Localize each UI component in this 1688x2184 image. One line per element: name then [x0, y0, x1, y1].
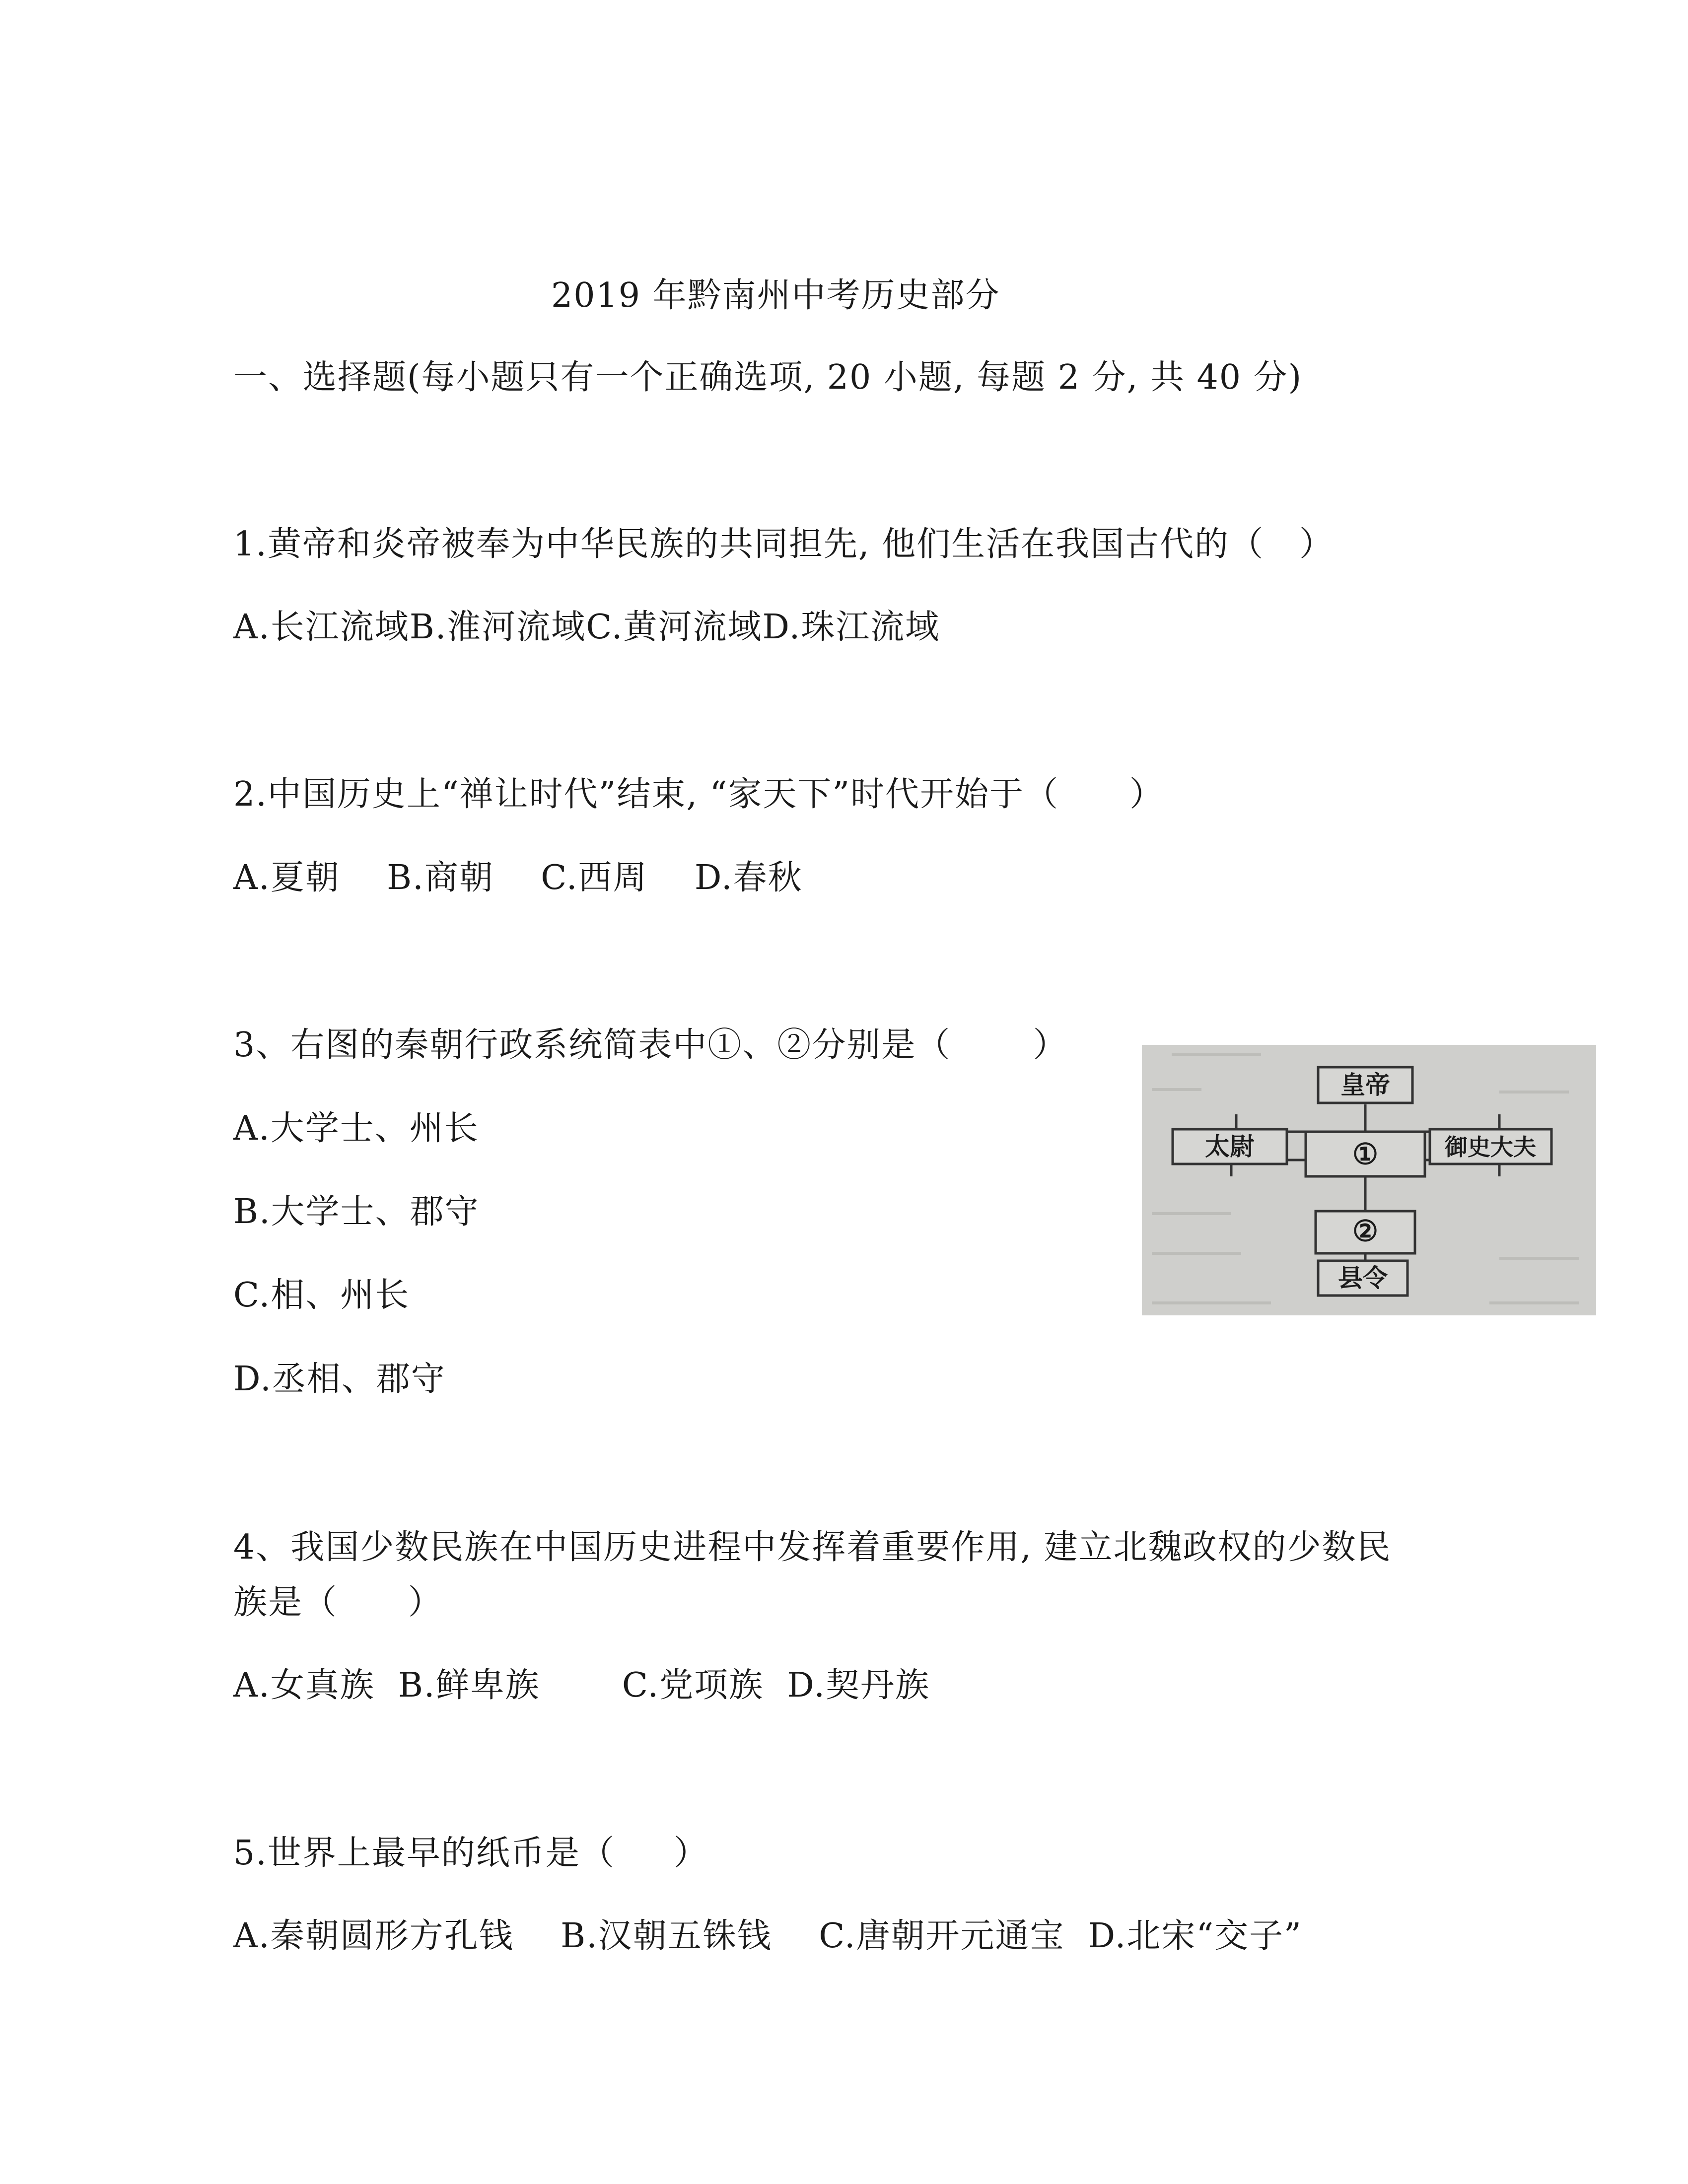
figure-yushi-label: 御史大夫	[1445, 1134, 1536, 1160]
question-5-options: A.秦朝圆形方孔钱 B.汉朝五铢钱 C.唐朝开元通宝 D.北宋“交子”	[233, 1916, 1302, 1956]
question-1-stem: 1.黄帝和炎帝被奉为中华民族的共同担先, 他们生活在我国古代的（ ）	[233, 525, 1334, 564]
question-4-stem-line-2: 族是（ ）	[233, 1583, 443, 1622]
question-4-options: A.女真族 B.鲜卑族 C.党项族 D.契丹族	[233, 1666, 930, 1705]
question-3-stem: 3、右图的秦朝行政系统简表中①、②分别是（ ）	[233, 1025, 1068, 1065]
question-1-options: A.长江流域B.淮河流域C.黄河流域D.珠江流域	[233, 608, 940, 647]
figure-taiwei-label: 太尉	[1205, 1132, 1255, 1161]
question-3-option-b: B.大学士、郡守	[233, 1192, 480, 1231]
figure-circle1-label: ①	[1352, 1137, 1378, 1171]
question-3-option-a: A.大学士、州长	[233, 1109, 479, 1148]
figure-xianling-label: 县令	[1338, 1263, 1388, 1293]
question-2-stem: 2.中国历史上“禅让时代”结束, “家天下”时代开始于（ ）	[233, 775, 1164, 814]
question-3-option-c: C.相、州长	[233, 1276, 410, 1315]
question-3-option-d: D.丞相、郡守	[233, 1360, 446, 1399]
question-5-stem: 5.世界上最早的纸币是（ ）	[233, 1834, 708, 1873]
question-4-stem-line-1: 4、我国少数民族在中国历史进程中发挥着重要作用, 建立北魏政权的少数民	[233, 1528, 1392, 1567]
question-2-options: A.夏朝 B.商朝 C.西周 D.春秋	[233, 858, 803, 897]
figure-emperor-label: 皇帝	[1340, 1070, 1390, 1099]
figure-circle2-label: ②	[1352, 1214, 1378, 1248]
qin-administration-figure	[1142, 1045, 1596, 1315]
page-title: 2019 年黔南州中考历史部分	[551, 276, 1000, 315]
section-heading: 一、选择题(每小题只有一个正确选项, 20 小题, 每题 2 分, 共 40 分)	[233, 358, 1303, 397]
